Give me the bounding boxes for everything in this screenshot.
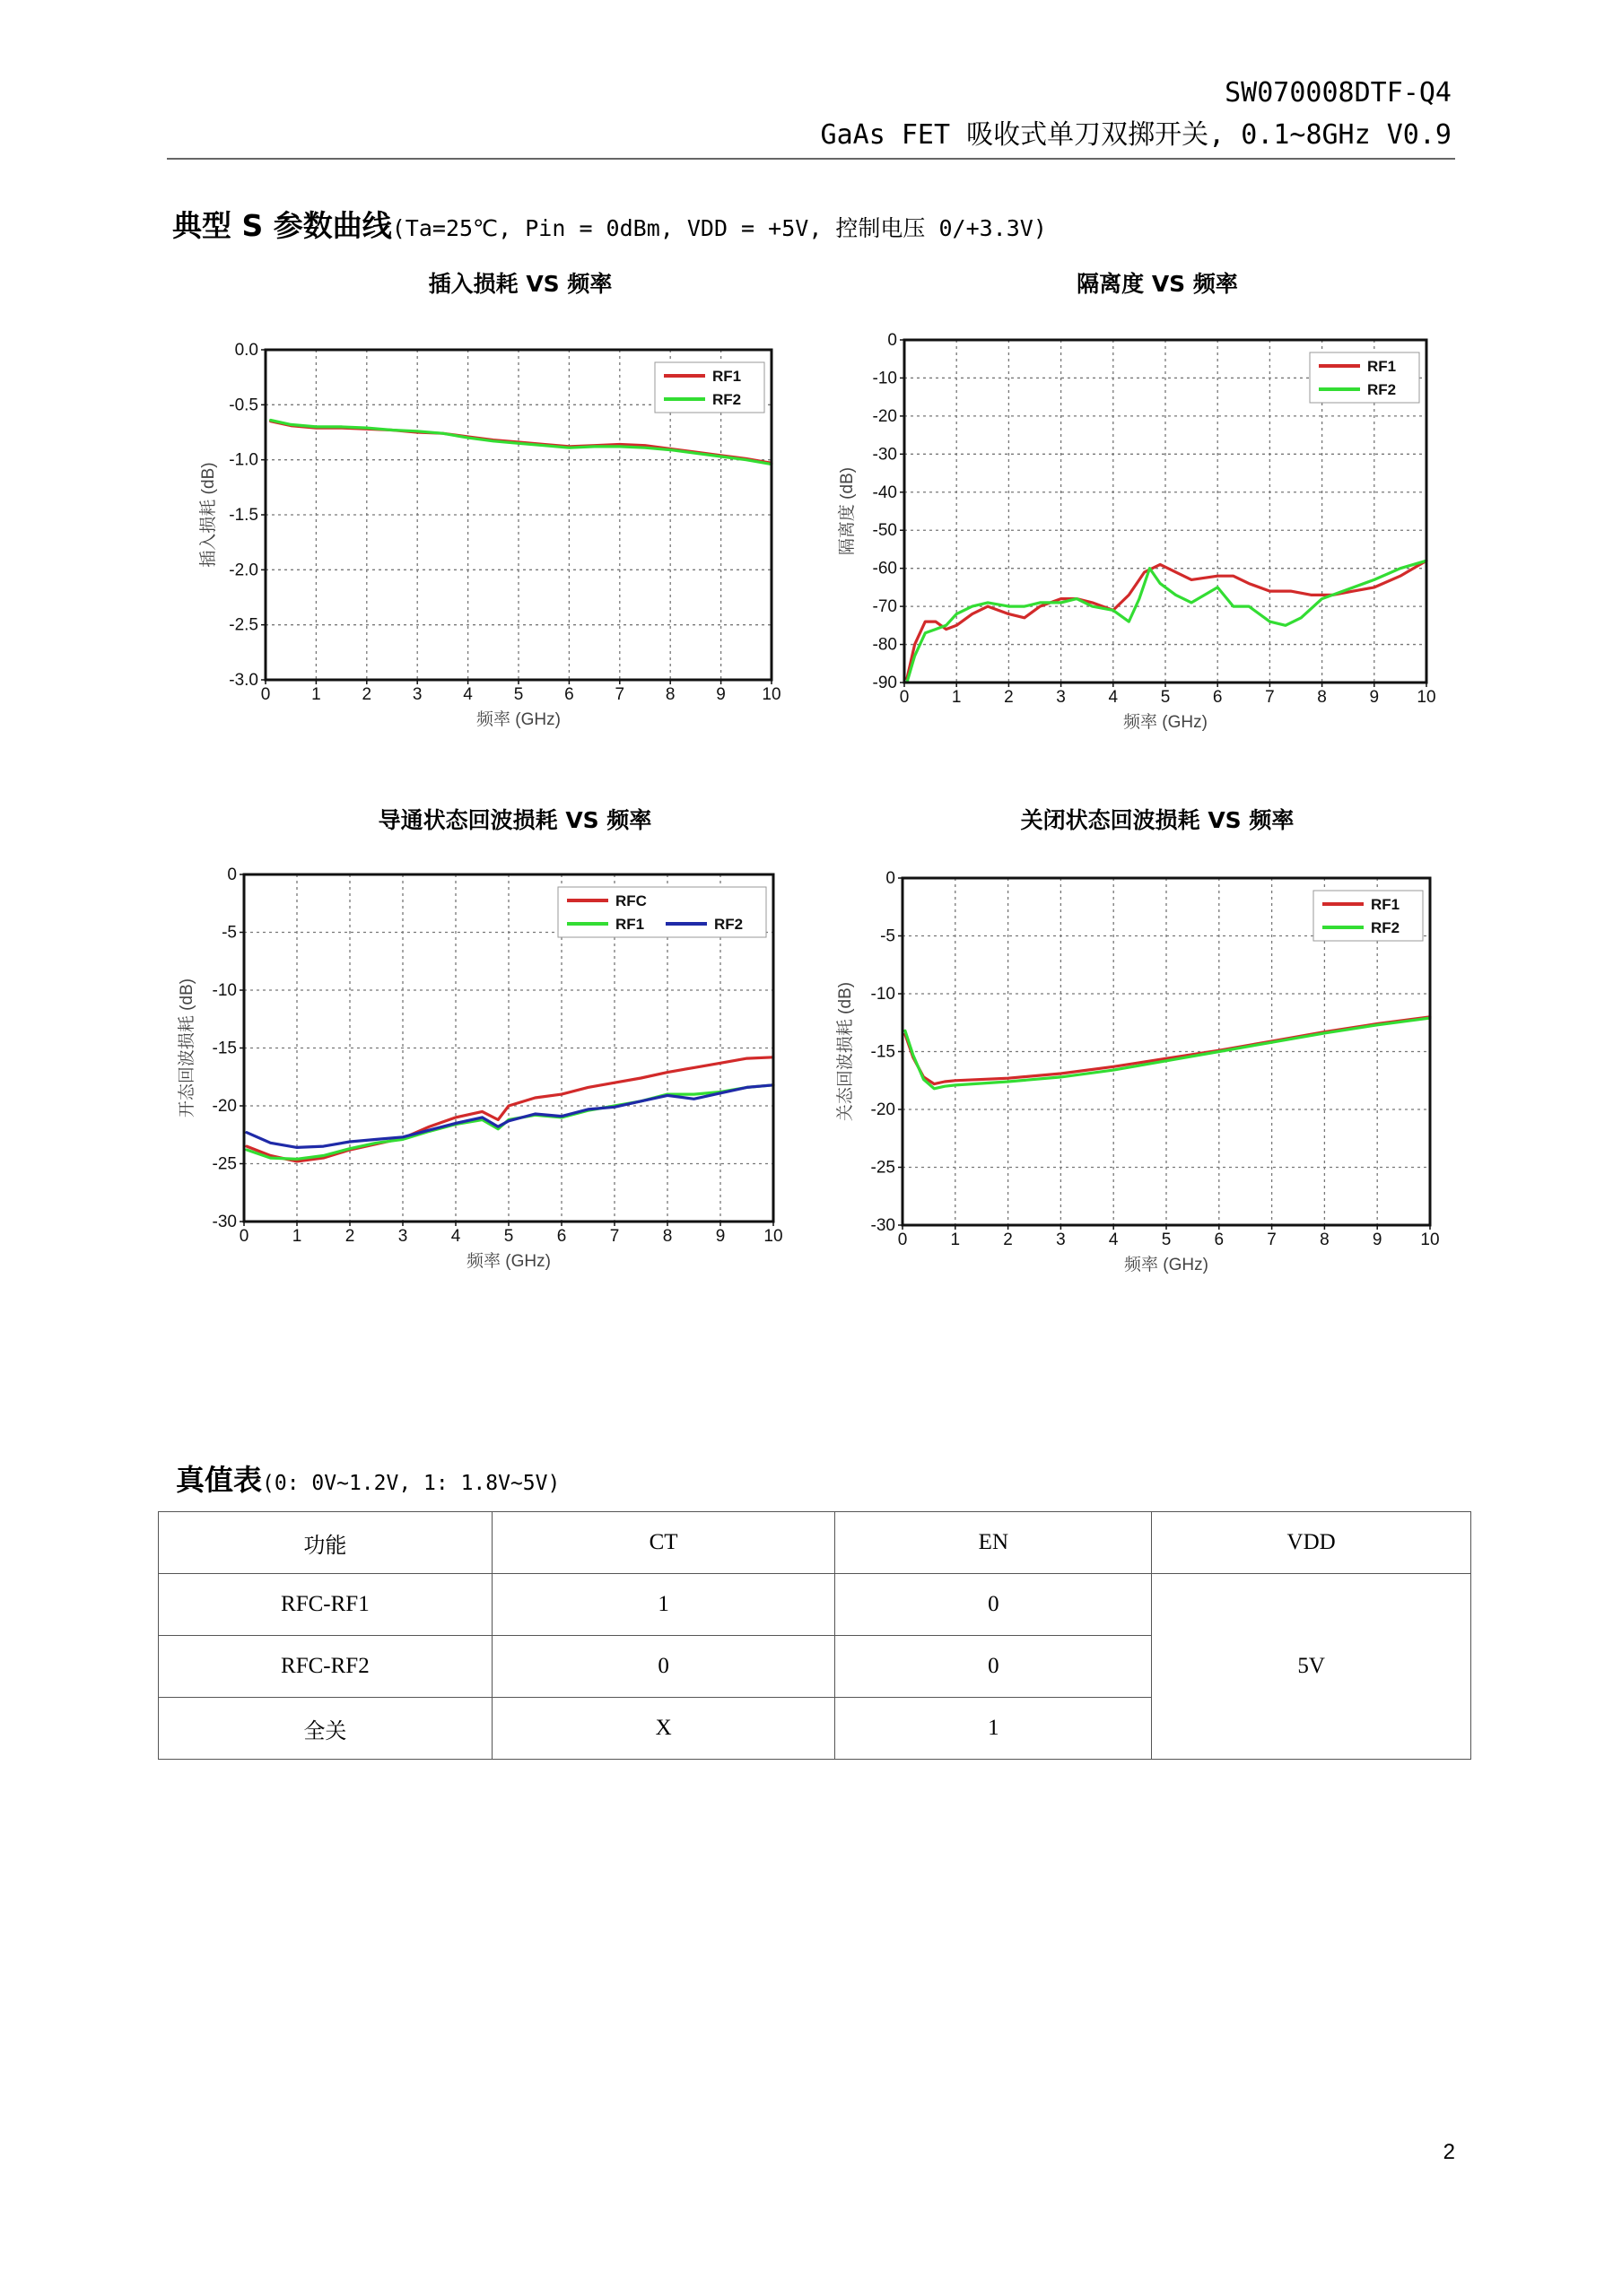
y-tick-label: -20 bbox=[872, 406, 897, 426]
y-axis-label: 插入损耗 (dB) bbox=[199, 462, 218, 568]
truth-table-title bbox=[176, 1457, 560, 1499]
isolation-chart bbox=[833, 327, 1469, 758]
y-tick-label: -1.0 bbox=[229, 450, 258, 470]
page-number: 2 bbox=[1443, 2140, 1455, 2164]
x-tick-label: 9 bbox=[1369, 688, 1380, 707]
legend-label: RF1 bbox=[712, 368, 742, 385]
y-tick-label: -5 bbox=[880, 926, 895, 946]
x-axis-label: 频率 (GHz) bbox=[467, 1252, 551, 1271]
y-tick-label: -2.5 bbox=[229, 615, 258, 635]
legend bbox=[655, 362, 764, 413]
x-tick-label: 7 bbox=[609, 1227, 620, 1246]
table-cell: 1 bbox=[835, 1698, 1152, 1760]
x-tick-label: 4 bbox=[1108, 688, 1119, 707]
table-cell: 全关 bbox=[159, 1698, 493, 1760]
x-tick-label: 5 bbox=[503, 1227, 514, 1246]
legend-label: RF1 bbox=[1371, 896, 1400, 913]
x-axis-label: 频率 (GHz) bbox=[1124, 1256, 1208, 1274]
y-tick-label: 0 bbox=[885, 869, 895, 888]
truth-table bbox=[158, 1511, 1471, 1760]
x-tick-label: 1 bbox=[951, 688, 962, 707]
chart-title-on-return-loss: 导通状态回波损耗 VS 频率 bbox=[378, 807, 652, 833]
x-tick-label: 0 bbox=[239, 1227, 249, 1246]
y-tick-label: -25 bbox=[870, 1158, 895, 1178]
x-axis-label: 频率 (GHz) bbox=[1123, 713, 1208, 732]
y-tick-label: -10 bbox=[870, 985, 895, 1004]
x-tick-label: 1 bbox=[311, 685, 321, 704]
y-tick-label: -20 bbox=[870, 1100, 895, 1119]
document-description: GaAs FET 吸收式单刀双掷开关, 0.1~8GHz V0.9 bbox=[820, 119, 1452, 151]
x-tick-label: 1 bbox=[950, 1231, 961, 1249]
x-tick-label: 0 bbox=[260, 685, 271, 704]
x-tick-label: 8 bbox=[1320, 1231, 1330, 1249]
header-cell-function: 功能 bbox=[159, 1512, 493, 1574]
header-divider bbox=[167, 158, 1455, 160]
legend-label: RF2 bbox=[1371, 919, 1400, 936]
x-tick-label: 10 bbox=[762, 685, 781, 704]
x-tick-label: 2 bbox=[1004, 688, 1014, 707]
x-tick-label: 8 bbox=[662, 1227, 673, 1246]
legend bbox=[1310, 352, 1419, 403]
legend-label: RFC bbox=[615, 892, 647, 909]
x-tick-label: 7 bbox=[615, 685, 625, 704]
x-tick-label: 6 bbox=[1214, 1231, 1225, 1249]
truth-table-subtitle: (0: 0V~1.2V, 1: 1.8V~5V) bbox=[262, 1472, 561, 1495]
header-cell-vdd: VDD bbox=[1152, 1512, 1471, 1574]
table-row bbox=[159, 1574, 1471, 1636]
x-tick-label: 3 bbox=[1056, 688, 1066, 707]
x-tick-label: 2 bbox=[344, 1227, 355, 1246]
chart-title-off-return-loss: 关闭状态回波损耗 VS 频率 bbox=[1020, 807, 1295, 833]
y-tick-label: -20 bbox=[212, 1097, 237, 1116]
x-tick-label: 6 bbox=[1212, 688, 1223, 707]
section-title bbox=[172, 203, 1047, 245]
y-tick-label: 0 bbox=[887, 331, 897, 350]
insertion-loss-chart bbox=[172, 327, 800, 758]
x-tick-label: 4 bbox=[450, 1227, 461, 1246]
y-tick-label: -30 bbox=[870, 1216, 895, 1235]
y-tick-label: -0.5 bbox=[229, 396, 258, 415]
y-tick-label: -40 bbox=[872, 483, 897, 502]
table-cell: RFC-RF2 bbox=[159, 1636, 493, 1698]
x-tick-label: 10 bbox=[1420, 1231, 1440, 1249]
y-tick-label: -30 bbox=[212, 1213, 237, 1231]
section-heading: 典型 S 参数曲线 bbox=[172, 208, 392, 243]
truth-table-heading: 真值表 bbox=[176, 1463, 263, 1497]
y-tick-label: -5 bbox=[222, 923, 237, 943]
legend-box bbox=[1310, 352, 1419, 403]
header-cell-en: EN bbox=[835, 1512, 1152, 1574]
legend-label: RF2 bbox=[1367, 381, 1397, 398]
y-axis-label: 关态回波损耗 (dB) bbox=[836, 981, 855, 1122]
header-cell-ct: CT bbox=[492, 1512, 835, 1574]
x-tick-label: 6 bbox=[564, 685, 574, 704]
x-tick-label: 8 bbox=[1317, 688, 1327, 707]
table-cell: 0 bbox=[835, 1574, 1152, 1636]
x-tick-label: 9 bbox=[1372, 1231, 1382, 1249]
x-tick-label: 2 bbox=[362, 685, 372, 704]
legend-label: RF2 bbox=[714, 916, 744, 933]
x-tick-label: 4 bbox=[463, 685, 473, 704]
x-tick-label: 9 bbox=[716, 685, 726, 704]
y-tick-label: -15 bbox=[212, 1039, 237, 1058]
test-conditions: (Ta=25℃, Pin = 0dBm, VDD = +5V, 控制电压 0/+3.3V) bbox=[391, 215, 1047, 241]
x-tick-label: 3 bbox=[397, 1227, 408, 1246]
x-tick-label: 3 bbox=[1056, 1231, 1066, 1249]
x-tick-label: 2 bbox=[1003, 1231, 1013, 1249]
x-tick-label: 6 bbox=[556, 1227, 567, 1246]
x-tick-label: 10 bbox=[1417, 688, 1436, 707]
y-tick-label: 0 bbox=[227, 865, 237, 884]
off-return-loss-chart bbox=[833, 865, 1469, 1296]
legend-label: RF1 bbox=[1367, 358, 1397, 375]
y-tick-label: -70 bbox=[872, 597, 897, 617]
chart-title-insertion-loss: 插入损耗 VS 频率 bbox=[428, 271, 613, 297]
y-axis-label: 隔离度 (dB) bbox=[838, 466, 857, 556]
x-tick-label: 5 bbox=[1161, 1231, 1172, 1249]
table-header-row bbox=[159, 1512, 1471, 1574]
legend-box bbox=[655, 362, 764, 413]
x-tick-label: 5 bbox=[1160, 688, 1171, 707]
x-tick-label: 7 bbox=[1267, 1231, 1277, 1249]
x-tick-label: 7 bbox=[1265, 688, 1275, 707]
y-tick-label: -1.5 bbox=[229, 506, 258, 525]
y-tick-label: 0.0 bbox=[234, 341, 258, 360]
x-tick-label: 3 bbox=[412, 685, 423, 704]
y-tick-label: -80 bbox=[872, 635, 897, 655]
y-tick-label: -30 bbox=[872, 445, 897, 465]
y-tick-label: -50 bbox=[872, 521, 897, 541]
x-tick-label: 0 bbox=[899, 688, 910, 707]
y-tick-label: -25 bbox=[212, 1154, 237, 1174]
legend bbox=[1313, 891, 1423, 941]
y-tick-label: -3.0 bbox=[229, 671, 258, 690]
on-return-loss-chart bbox=[172, 865, 800, 1296]
y-tick-label: -15 bbox=[870, 1042, 895, 1062]
legend-label: RF2 bbox=[712, 391, 742, 408]
x-tick-label: 4 bbox=[1108, 1231, 1119, 1249]
part-number: SW070008DTF-Q4 bbox=[1225, 77, 1452, 109]
legend bbox=[558, 887, 766, 937]
y-tick-label: -10 bbox=[212, 981, 237, 1000]
vdd-cell: 5V bbox=[1152, 1574, 1471, 1760]
table-cell: RFC-RF1 bbox=[159, 1574, 493, 1636]
chart-title-isolation: 隔离度 VS 频率 bbox=[1077, 271, 1238, 297]
x-tick-label: 8 bbox=[665, 685, 676, 704]
x-tick-label: 9 bbox=[715, 1227, 726, 1246]
x-axis-label: 频率 (GHz) bbox=[476, 710, 561, 729]
y-tick-label: -90 bbox=[872, 674, 897, 692]
table-cell: 0 bbox=[835, 1636, 1152, 1698]
table-cell: 0 bbox=[492, 1636, 835, 1698]
x-tick-label: 1 bbox=[292, 1227, 302, 1246]
x-tick-label: 10 bbox=[763, 1227, 783, 1246]
table-cell: X bbox=[492, 1698, 835, 1760]
y-tick-label: -60 bbox=[872, 559, 897, 578]
y-tick-label: -2.0 bbox=[229, 561, 258, 580]
table-cell: 1 bbox=[492, 1574, 835, 1636]
legend-label: RF1 bbox=[615, 916, 645, 933]
legend-box bbox=[1313, 891, 1423, 941]
x-tick-label: 0 bbox=[897, 1231, 908, 1249]
y-axis-label: 开态回波损耗 (dB) bbox=[178, 978, 196, 1118]
y-tick-label: -10 bbox=[872, 369, 897, 388]
x-tick-label: 5 bbox=[513, 685, 524, 704]
